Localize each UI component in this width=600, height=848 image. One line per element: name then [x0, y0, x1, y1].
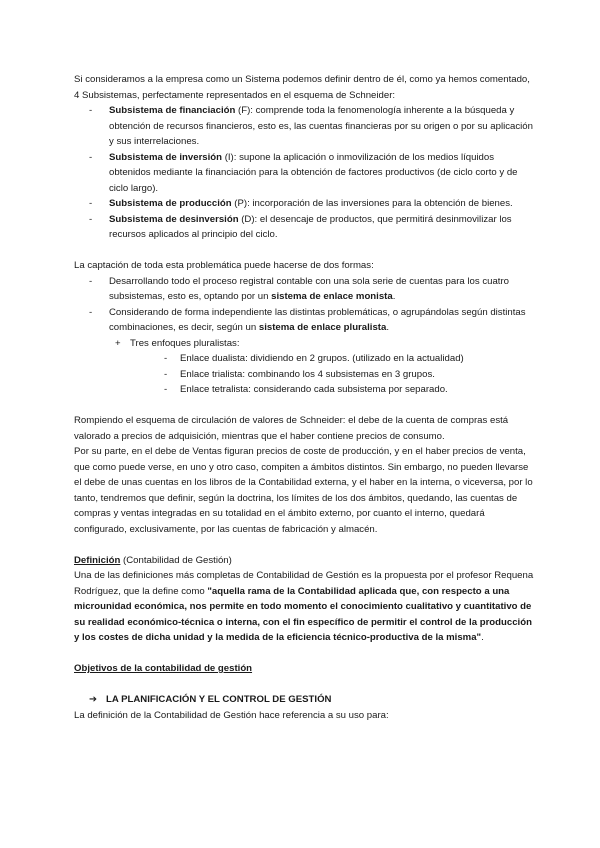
list-text: Tres enfoques pluralistas: — [130, 337, 240, 349]
subsystem-code: (I) — [222, 151, 234, 163]
bullet-dash: - — [89, 151, 93, 163]
list-text: Enlace tetralista: considerando cada subsistema por separado. — [180, 384, 448, 395]
list-item — [74, 351, 536, 367]
subsystem-term: Subsistema de financiación — [109, 105, 236, 116]
list-bold-term: sistema de enlace pluralista — [258, 322, 387, 333]
section-heading-suffix: (Contabilidad de Gestión) — [120, 554, 232, 566]
definicion-paragraph — [74, 568, 536, 646]
list-item — [74, 196, 536, 212]
subsystem-term: Subsistema de desinversión — [109, 213, 239, 225]
bullet-plus: + — [115, 337, 121, 349]
bullet-dash: - — [164, 384, 168, 395]
bullet-dash: - — [89, 306, 93, 318]
list-text: Enlace dualista: dividiendo en 2 grupos. (utilizado en la actualidad) — [180, 353, 464, 364]
section-heading: Definición — [74, 554, 121, 566]
definicion-heading — [74, 553, 536, 569]
subsystem-desc: : incorporación de las inversiones para la obtención de bienes. — [247, 198, 513, 209]
subheading-text: LA PLANIFICACIÓN Y EL CONTROL DE GESTIÓN — [106, 694, 332, 705]
bullet-dash: - — [89, 105, 93, 116]
subsystem-term: Subsistema de inversión — [109, 151, 223, 163]
arrow-right-icon: ➔ — [89, 694, 98, 705]
paragraph-spacer — [74, 398, 536, 414]
list-text: Desarrollando todo el proceso registral contable con una sola serie de cuentas para los cuatro subsistemas, esto es, optando por un — [109, 275, 509, 302]
definicion-text: . — [481, 632, 484, 643]
list-item — [74, 382, 536, 398]
list-item — [74, 274, 536, 305]
subsystem-desc: : supone la aplicación o inmovilización de los medios líquidos obtenidos mediante la financiación para la obtención de factores productivos (de ciclo corto y de ciclo largo). — [109, 151, 518, 194]
list-item — [74, 305, 536, 336]
subsystem-code: (F) — [235, 105, 251, 116]
subsystem-code: (P) — [231, 198, 248, 209]
ventas-paragraph: Por su parte, en el debe de Ventas figuran precios de coste de producción, y en el haber precios de venta, que como puede verse, en uno y otro caso, compiten a ámbitos distintos. Sin embargo, no pueden llevarse el debe de unas cuentas en los libros de la Contabilidad externa, y el haber en la interna, o viceversa, por lo tanto, tendremos que definir, según la doctrina, los límites de los dos ámbitos, quedando, las cuentas de compras y ventas integradas en su totalidad en el ámbito externo, por cuanto el interno, quedará configurado, exclusivamente, por las cuentas de fabricación y almacén. — [74, 446, 533, 535]
subsystem-code: (D) — [238, 213, 255, 225]
planificacion-subheading — [74, 692, 536, 708]
definicion-text: Una de las definiciones más completas de Contabilidad de Gestión es la propuesta por el profesor Requena Rodríguez, que la define como — [74, 570, 534, 597]
list-item — [74, 103, 536, 150]
list-text: Enlace trialista: combinando los 4 subsistemas en 3 grupos. — [180, 368, 435, 380]
list-item — [74, 336, 536, 352]
definicion-quote: "aquella rama de la Contabilidad aplicada que, con respecto a una microunidad económica, nos permite en todo momento el conocimiento cualitativo y cuantitativo de su realidad económico-técnica o interna, con el fin específico de permitir el control de la producción y los costes de dicha unidad y la medida de la eficiencia técnico-productiva de la misma" — [74, 585, 532, 643]
captacion-list — [74, 274, 536, 398]
subsystem-desc: : el desencaje de productos, que permitirá desinmovilizar los recursos aplicados al principio del ciclo. — [109, 213, 512, 240]
bullet-dash: - — [164, 353, 168, 364]
paragraph-spacer — [74, 537, 536, 553]
paragraph-spacer — [74, 243, 536, 259]
subsystem-desc: : comprende toda la fenomenología inherente a la búsqueda y obtención de recursos financieros, esto es, las cuentas financieras por su origen o por su aplicación y sus interrelaciones. — [109, 105, 533, 147]
captacion-intro: La captación de toda esta problemática puede hacerse de dos formas: — [74, 260, 374, 271]
list-item — [74, 367, 536, 383]
list-item — [74, 212, 536, 243]
subsystems-list — [74, 103, 536, 243]
paragraph-spacer — [74, 646, 536, 662]
objetivos-paragraph: La definición de la Contabilidad de Gestión hace referencia a su uso para: — [74, 709, 389, 721]
bullet-dash: - — [164, 368, 168, 380]
subsystem-term: Subsistema de producción — [109, 198, 232, 209]
section-heading: Objetivos de la contabilidad de gestión — [74, 663, 253, 674]
list-text: . — [392, 291, 396, 302]
document-body — [74, 72, 536, 723]
list-bold-term: sistema de enlace monista — [271, 291, 393, 302]
objetivos-heading — [74, 661, 536, 677]
bullet-dash: - — [89, 275, 93, 287]
bullet-dash: - — [89, 198, 93, 209]
list-item — [74, 150, 536, 197]
list-text: Considerando de forma independiente las distintas problemáticas, o agrupándolas según distintas combinaciones, es decir, según un — [109, 306, 526, 333]
paragraph-spacer — [74, 677, 536, 693]
rompiendo-paragraph: Rompiendo el esquema de circulación de valores de Schneider: el debe de la cuenta de compras está valorado a precios de adquisición, mientras que el haber contiene precios de consumo. — [74, 415, 509, 442]
intro-paragraph: Si consideramos a la empresa como un Sistema podemos definir dentro de él, como ya hemos comentado, 4 Subsistemas, perfectamente representados en el esquema de Schneider: — [74, 74, 530, 101]
bullet-dash: - — [89, 213, 93, 225]
list-text: . — [386, 322, 389, 333]
